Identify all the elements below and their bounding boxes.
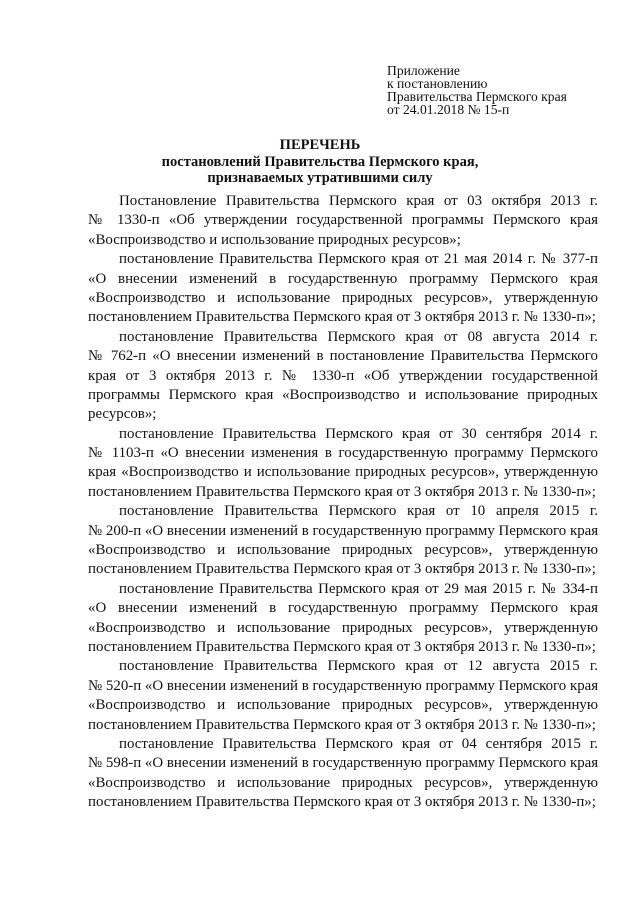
document-title: ПЕРЕЧЕНЬ [279, 137, 361, 153]
list-item-line: постановление Правительства Пермского края от 04 сентября 2015 г. [119, 735, 598, 752]
list-item-line: постановление Правительства Пермского края от 08 августа 2014 г. [119, 328, 598, 345]
appendix-line: Приложение [387, 63, 460, 78]
list-item-line: «О внесении изменений в государственную программу Пермского края [88, 600, 598, 617]
subtitle-line: постановлений Правительства Пермского края, [161, 154, 479, 170]
appendix-line: Правительства Пермского края [387, 89, 567, 104]
list-item-line: № 1103-п «О внесении изменения в государственную программу Пермского [88, 445, 598, 462]
list-item [88, 192, 598, 250]
list-item-line: постановление Правительства Пермского края от 12 августа 2015 г. [119, 658, 598, 675]
list-item [88, 657, 598, 735]
list-item-line: № 200-п «О внесении изменений в государственную программу Пермского края [88, 522, 598, 539]
list-item-line: «Воспроизводство и использование природных ресурсов», утвержденную [88, 289, 598, 306]
list-item-line: края от 3 октября 2013 г. № 1330-п «Об утверждении государственной [88, 367, 598, 384]
list-item-line: «Воспроизводство и использование природных ресурсов»; [88, 231, 461, 248]
list-item-line: ресурсов»; [88, 406, 157, 423]
list-item [88, 425, 598, 503]
list-item-line: постановлением Правительства Пермского края от 3 октября 2013 г. № 1330-п»; [88, 483, 596, 500]
document-subtitle [150, 154, 490, 186]
list-item-line: программы Пермского края «Воспроизводство и использование природных [88, 386, 598, 403]
list-item [88, 250, 598, 328]
list-item-line: «О внесении изменений в государственную программу Пермского края [88, 270, 598, 287]
list-item-line: края «Воспроизводство и использование природных ресурсов», утвержденную [88, 464, 598, 481]
list-item-line: постановление Правительства Пермского края от 10 апреля 2015 г. [119, 503, 598, 520]
resolutions-list [88, 192, 598, 813]
list-item-line: постановлением Правительства Пермского края от 3 октября 2013 г. № 1330-п»; [88, 716, 596, 733]
appendix-line: от 24.01.2018 № 15-п [387, 102, 510, 117]
list-item-line: постановление Правительства Пермского края от 30 сентября 2014 г. [119, 425, 598, 442]
list-item-line: № 762-п «О внесении изменений в постановление Правительства Пермского [88, 348, 598, 365]
list-item-line: «Воспроизводство и использование природных ресурсов», утвержденную [88, 542, 598, 559]
list-item-line: № 1330-п «Об утверждении государственной программы Пермского края [88, 212, 598, 229]
list-item [88, 328, 598, 425]
list-item-line: «Воспроизводство и использование природных ресурсов», утвержденную [88, 619, 598, 636]
list-item [88, 580, 598, 658]
subtitle-line: признаваемых утратившими силу [207, 170, 433, 186]
list-item-line: постановлением Правительства Пермского края от 3 октября 2013 г. № 1330-п»; [88, 638, 596, 655]
list-item-line: постановление Правительства Пермского края от 29 мая 2015 г. № 334-п [119, 580, 598, 597]
list-item-line: постановлением Правительства Пермского края от 3 октября 2013 г. № 1330-п»; [88, 561, 596, 578]
list-item-line: «Воспроизводство и использование природных ресурсов», утвержденную [88, 697, 598, 714]
list-item-line: постановлением Правительства Пермского края от 3 октября 2013 г. № 1330-п»; [88, 309, 596, 326]
list-item-line: № 598-п «О внесении изменений в государственную программу Пермского края [88, 755, 598, 772]
list-item [88, 502, 598, 580]
appendix-block [387, 64, 567, 116]
list-item [88, 735, 598, 813]
list-item-line: «Воспроизводство и использование природных ресурсов», утвержденную [88, 774, 598, 791]
list-item-line: Постановление Правительства Пермского края от 03 октября 2013 г. [119, 193, 598, 209]
list-item-line: постановление Правительства Пермского края от 21 мая 2014 г. № 377-п [119, 251, 598, 268]
list-item-line: постановлением Правительства Пермского края от 3 октября 2013 г. № 1330-п»; [88, 794, 596, 811]
appendix-line: к постановлению [387, 76, 488, 91]
list-item-line: № 520-п «О внесении изменений в государственную программу Пермского края [88, 677, 598, 694]
